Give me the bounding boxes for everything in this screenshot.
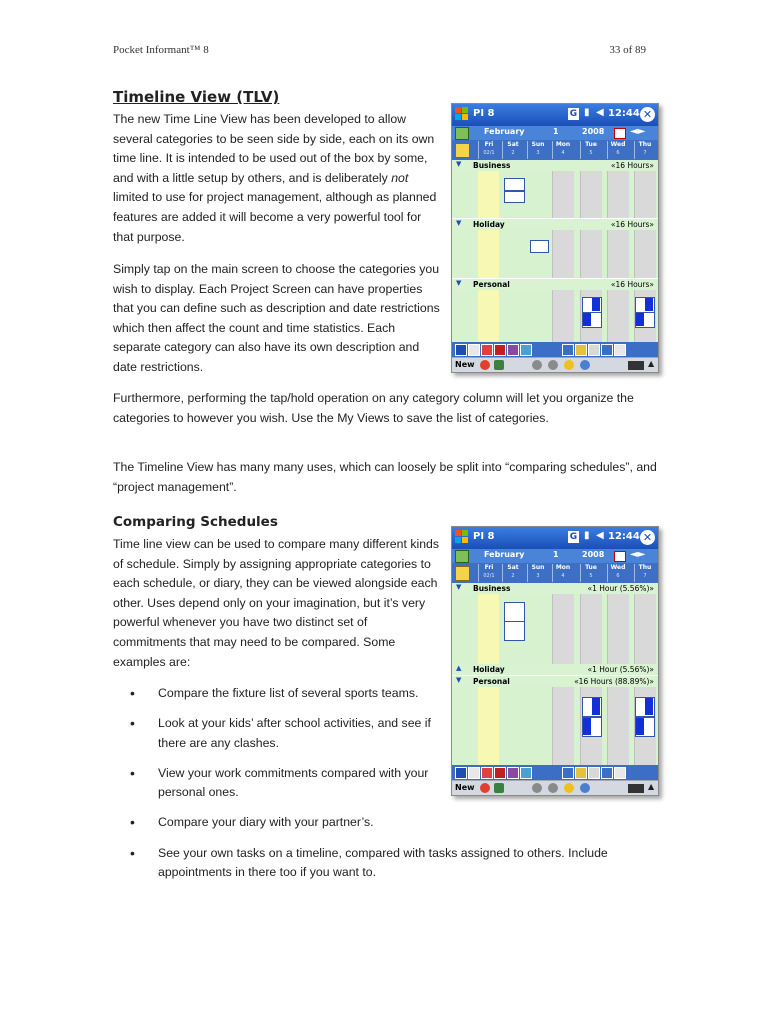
clock[interactable]: 12:44	[608, 531, 640, 542]
globe-icon[interactable]	[580, 360, 590, 370]
category-header-holiday[interactable]: ▼ Holiday «16 Hours»	[452, 219, 658, 230]
close-button[interactable]: ✕	[640, 530, 655, 545]
list-item: • View your work commitments compared with your personal ones.	[130, 764, 429, 800]
contacts-icon[interactable]	[588, 344, 600, 356]
day-view-icon[interactable]	[455, 344, 467, 356]
day-header[interactable]: Sun 3	[527, 141, 548, 159]
appointment-block	[530, 240, 549, 253]
forward-icon[interactable]	[548, 783, 558, 793]
category-grid-personal[interactable]	[452, 687, 658, 765]
collapse-icon: ▼	[456, 279, 462, 287]
tasks-icon[interactable]	[562, 344, 574, 356]
day-header[interactable]: Thu 7	[634, 141, 655, 159]
forward-icon[interactable]	[548, 360, 558, 370]
day-header-row	[452, 563, 658, 583]
back-icon[interactable]	[532, 783, 542, 793]
category-header-business[interactable]: ▼ Business «16 Hours»	[452, 160, 658, 171]
timeline-view-icon[interactable]	[520, 767, 532, 779]
paragraph-categories: Simply tap on the main screen to choose the categories you wish to display. Each Project Screen can have properties that you can define such as description and date restrictions which then affect the count and time statistics. Each separate category can also have its own description and date restrictions.	[113, 262, 440, 374]
page-header-title: Pocket Informant™ 8	[113, 44, 209, 56]
week-view-icon[interactable]	[468, 344, 480, 356]
new-button[interactable]: New	[455, 783, 475, 792]
calendar-icon[interactable]	[614, 128, 626, 139]
day-header[interactable]: Fri 02/1	[478, 141, 499, 159]
year-label[interactable]: 2008	[582, 127, 605, 136]
day-header[interactable]: Fri 02/1	[478, 564, 499, 582]
collapse-icon: ▼	[456, 160, 462, 168]
search-icon[interactable]	[614, 767, 626, 779]
day-header-row	[452, 140, 658, 160]
section-title-timeline-view: Timeline View (TLV)	[113, 88, 280, 106]
paragraph-intro: The new Time Line View has been developed to allow several categories to be seen side by side, each on its own time line. It is intended to be used out of the box by some, and with a little setup by others, and is deliberately not limited to use for project management, although as planned features are added it will become a very powerful tool for that purpose.	[113, 112, 437, 244]
list-item: • Compare the fixture list of several sports teams.	[130, 684, 448, 704]
sync-icon[interactable]	[494, 360, 504, 370]
date-nav-bar	[452, 126, 658, 140]
year-label[interactable]: 2008	[582, 550, 605, 559]
section-title-comparing-schedules: Comparing Schedules	[113, 514, 278, 530]
category-grid-business[interactable]	[452, 594, 658, 664]
settings-icon[interactable]	[601, 767, 613, 779]
view-switch-icon[interactable]	[455, 127, 469, 140]
search-icon[interactable]	[614, 344, 626, 356]
new-button[interactable]: New	[455, 360, 475, 369]
calendar-icon[interactable]	[614, 551, 626, 562]
calendar-icon[interactable]	[455, 143, 470, 158]
settings-icon[interactable]	[601, 344, 613, 356]
category-header-personal[interactable]: ▼ Personal «16 Hours»	[452, 279, 658, 290]
paragraph-tap-hold: Furthermore, performing the tap/hold operation on any category column will let you organize the categories to however you wish. Use the My Views to save the list of categories.	[113, 391, 634, 425]
day-header[interactable]: Tue 5	[580, 564, 601, 582]
volume-icon[interactable]: ◀	[596, 530, 604, 541]
tasks-icon[interactable]	[562, 767, 574, 779]
day-header[interactable]: Sat 2	[502, 564, 523, 582]
month-label[interactable]: February	[484, 127, 525, 136]
category-header-holiday[interactable]: ▲ Holiday «1 Hour (5.56%)»	[452, 664, 658, 675]
collapse-icon: ▼	[456, 219, 462, 227]
appointment-block	[504, 602, 525, 622]
close-button[interactable]: ✕	[640, 107, 655, 122]
day-header[interactable]: Tue 5	[580, 141, 601, 159]
appointment-fill	[636, 718, 644, 735]
softkey-bar	[452, 357, 658, 373]
appointment-fill	[592, 698, 600, 715]
favorite-icon[interactable]	[564, 783, 574, 793]
contacts-icon[interactable]	[588, 767, 600, 779]
keyboard-toggle-icon[interactable]: ▲	[648, 359, 655, 368]
timeline-view-icon[interactable]	[520, 344, 532, 356]
favorite-icon[interactable]	[564, 360, 574, 370]
year-view-icon[interactable]	[507, 344, 519, 356]
appointment-fill	[583, 718, 591, 735]
signal-icon[interactable]: ▮	[584, 107, 590, 118]
bullet-icon: •	[130, 715, 135, 732]
paragraph-uses: The Timeline View has many many uses, which can loosely be split into “comparing schedules”, and “project management”.	[113, 460, 657, 494]
day-header[interactable]: Wed 6	[607, 564, 628, 582]
day-label[interactable]: 1	[553, 127, 559, 136]
appointment-fill	[583, 313, 591, 326]
category-header-personal[interactable]: ▼ Personal «16 Hours (88.89%)»	[452, 676, 658, 687]
volume-icon[interactable]: ◀	[596, 107, 604, 118]
day-view-icon[interactable]	[455, 767, 467, 779]
page-number: 33 of 89	[609, 44, 646, 56]
paragraph-compare-intro: Time line view can be used to compare many different kinds of schedule. Simply by assigning appropriate categories to each schedule, or diary, they can be viewed alongside each other. Uses depend only on your imagination, but it’s very powerful whenever you have two distinct set of commitments that may need to be compared. Some examples are:	[113, 537, 440, 669]
category-grid-personal[interactable]	[452, 290, 658, 342]
day-header[interactable]: Mon 4	[552, 141, 573, 159]
day-header[interactable]: Mon 4	[552, 564, 573, 582]
device-screenshot-timeline	[451, 103, 659, 373]
device-screenshot-comparing	[451, 526, 659, 796]
notes-icon[interactable]	[575, 344, 587, 356]
collapse-icon: ▼	[456, 583, 462, 591]
appointment-fill	[592, 298, 600, 311]
menu-icon[interactable]	[480, 783, 490, 793]
globe-icon[interactable]	[580, 783, 590, 793]
year-view-icon[interactable]	[507, 767, 519, 779]
week-view-icon[interactable]	[468, 767, 480, 779]
agenda-view-icon[interactable]	[494, 344, 506, 356]
day-label[interactable]: 1	[553, 550, 559, 559]
device-title-bar	[452, 527, 658, 549]
nav-arrows-icon[interactable]: ◄►	[630, 549, 646, 560]
notes-icon[interactable]	[575, 767, 587, 779]
list-item: • See your own tasks on a timeline, compared with tasks assigned to others. Include appointments in there too if you want to.	[130, 844, 608, 880]
app-title: PI 8	[473, 531, 495, 542]
month-label[interactable]: February	[484, 550, 525, 559]
softkey-bar	[452, 780, 658, 796]
back-icon[interactable]	[532, 360, 542, 370]
month-view-icon[interactable]	[481, 767, 493, 779]
appointment-block	[504, 178, 525, 191]
appointment-fill	[645, 698, 653, 715]
appointment-fill	[636, 313, 644, 326]
category-grid-business[interactable]	[452, 171, 658, 218]
nav-arrows-icon[interactable]: ◄►	[630, 126, 646, 137]
view-toolbar	[452, 765, 658, 780]
device-title-bar	[452, 104, 658, 126]
collapse-icon: ▼	[456, 676, 462, 684]
sync-icon[interactable]	[494, 783, 504, 793]
keyboard-icon[interactable]	[628, 784, 644, 793]
list-item: • Look at your kids’ after school activities, and see if there are any clashes.	[130, 715, 431, 750]
app-title: PI 8	[473, 108, 495, 119]
expand-icon: ▲	[456, 664, 462, 672]
agenda-view-icon[interactable]	[494, 767, 506, 779]
day-header[interactable]: Sun 3	[527, 564, 548, 582]
category-grid-holiday[interactable]	[452, 230, 658, 278]
list-item: • Compare your diary with your partner’s.	[130, 813, 640, 833]
windows-logo-icon[interactable]	[455, 530, 469, 544]
menu-icon[interactable]	[480, 360, 490, 370]
appointment-fill	[645, 298, 653, 311]
windows-logo-icon[interactable]	[455, 107, 469, 121]
gprs-icon: G	[569, 109, 578, 119]
gprs-icon: G	[569, 532, 578, 542]
appointment-block	[504, 191, 525, 203]
keyboard-icon[interactable]	[628, 361, 644, 370]
bullet-icon: •	[130, 685, 135, 701]
bullet-icon: •	[130, 844, 135, 861]
bullet-icon: •	[130, 764, 135, 781]
keyboard-toggle-icon[interactable]: ▲	[648, 782, 655, 791]
day-header[interactable]: Wed 6	[607, 141, 628, 159]
appointment-block	[504, 621, 525, 641]
month-view-icon[interactable]	[481, 344, 493, 356]
day-header[interactable]: Sat 2	[502, 141, 523, 159]
date-nav-bar	[452, 549, 658, 563]
bullet-icon: •	[130, 814, 135, 831]
view-switch-icon[interactable]	[455, 550, 469, 563]
clock[interactable]: 12:44	[608, 108, 640, 119]
view-toolbar	[452, 342, 658, 357]
signal-icon[interactable]: ▮	[584, 530, 590, 541]
calendar-icon[interactable]	[455, 566, 470, 581]
category-header-business[interactable]: ▼ Business «1 Hour (5.56%)»	[452, 583, 658, 594]
day-header[interactable]: Thu 7	[634, 564, 655, 582]
